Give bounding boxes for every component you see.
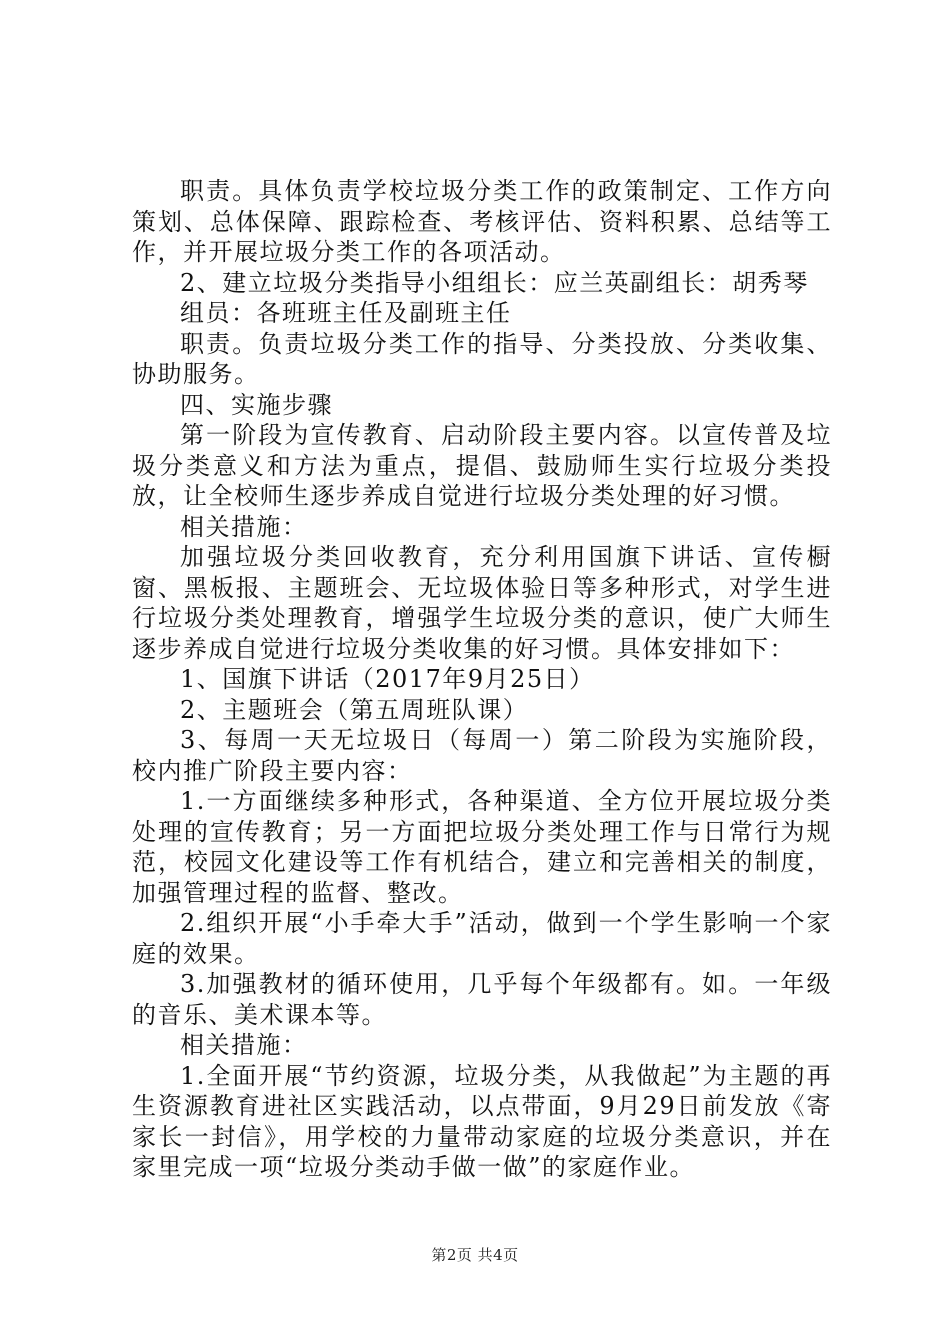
paragraph: 相关措施： <box>180 512 308 541</box>
list-item: 2、主题班会（第五周班队课） <box>180 695 529 724</box>
paragraph: 相关措施： <box>180 1031 308 1059</box>
paragraph: 职责。具体负责学校垃圾分类工作的政策制定、工作方向策划、总体保障、跟踪检查、考核评估、资料积累、总结等工作，并开展垃圾分类工作的各项活动。 <box>132 177 832 266</box>
list-item: 2.组织开展“小手牵大手”活动，做到一个学生影响一个家庭的效果。 <box>132 909 832 968</box>
paragraph: 组员：各班班主任及副班主任 <box>180 299 512 327</box>
page-number-footer: 第2页 共4页 <box>431 1246 519 1264</box>
paragraph: 2、建立垃圾分类指导小组组长：应兰英副组长：胡秀琴 <box>180 268 809 297</box>
section-heading: 四、实施步骤 <box>180 390 333 419</box>
paragraph: 第一阶段为宣传教育、启动阶段主要内容。以宣传普及垃圾分类意义和方法为重点，提倡、鼓励师生实行垃圾分类投放，让全校师生逐步养成自觉进行垃圾分类处理的好习惯。 <box>132 421 832 510</box>
list-item: 1.一方面继续多种形式，各种渠道、全方位开展垃圾分类处理的宣传教育；另一方面把垃圾分类处理工作与日常行为规范，校园文化建设等工作有机结合，建立和完善相关的制度，加强管理过程的监督、整改。 <box>132 787 832 907</box>
list-item: 3、每周一天无垃圾日（每周一）第二阶段为实施阶段，校内推广阶段主要内容： <box>132 726 832 785</box>
document-body <box>132 176 832 1183</box>
paragraph: 加强垃圾分类回收教育，充分利用国旗下讲话、宣传橱窗、黑板报、主题班会、无垃圾体验日等多种形式，对学生进行垃圾分类处理教育，增强学生垃圾分类的意识，使广大师生逐步养成自觉进行垃圾分类收集的好习惯。具体安排如下： <box>132 543 832 663</box>
list-item: 1.全面开展“节约资源，垃圾分类，从我做起”为主题的再生资源教育进社区实践活动，以点带面，9月29日前发放《寄家长一封信》，用学校的力量带动家庭的垃圾分类意识，并在家里完成一项“垃圾分类动手做一做”的家庭作业。 <box>132 1061 832 1181</box>
list-item: 1、国旗下讲话（2017年9月25日） <box>180 665 595 693</box>
list-item: 3.加强教材的循环使用，几乎每个年级都有。如。一年级的音乐、美术课本等。 <box>132 970 832 1029</box>
paragraph: 职责。负责垃圾分类工作的指导、分类投放、分类收集、协助服务。 <box>132 329 832 388</box>
